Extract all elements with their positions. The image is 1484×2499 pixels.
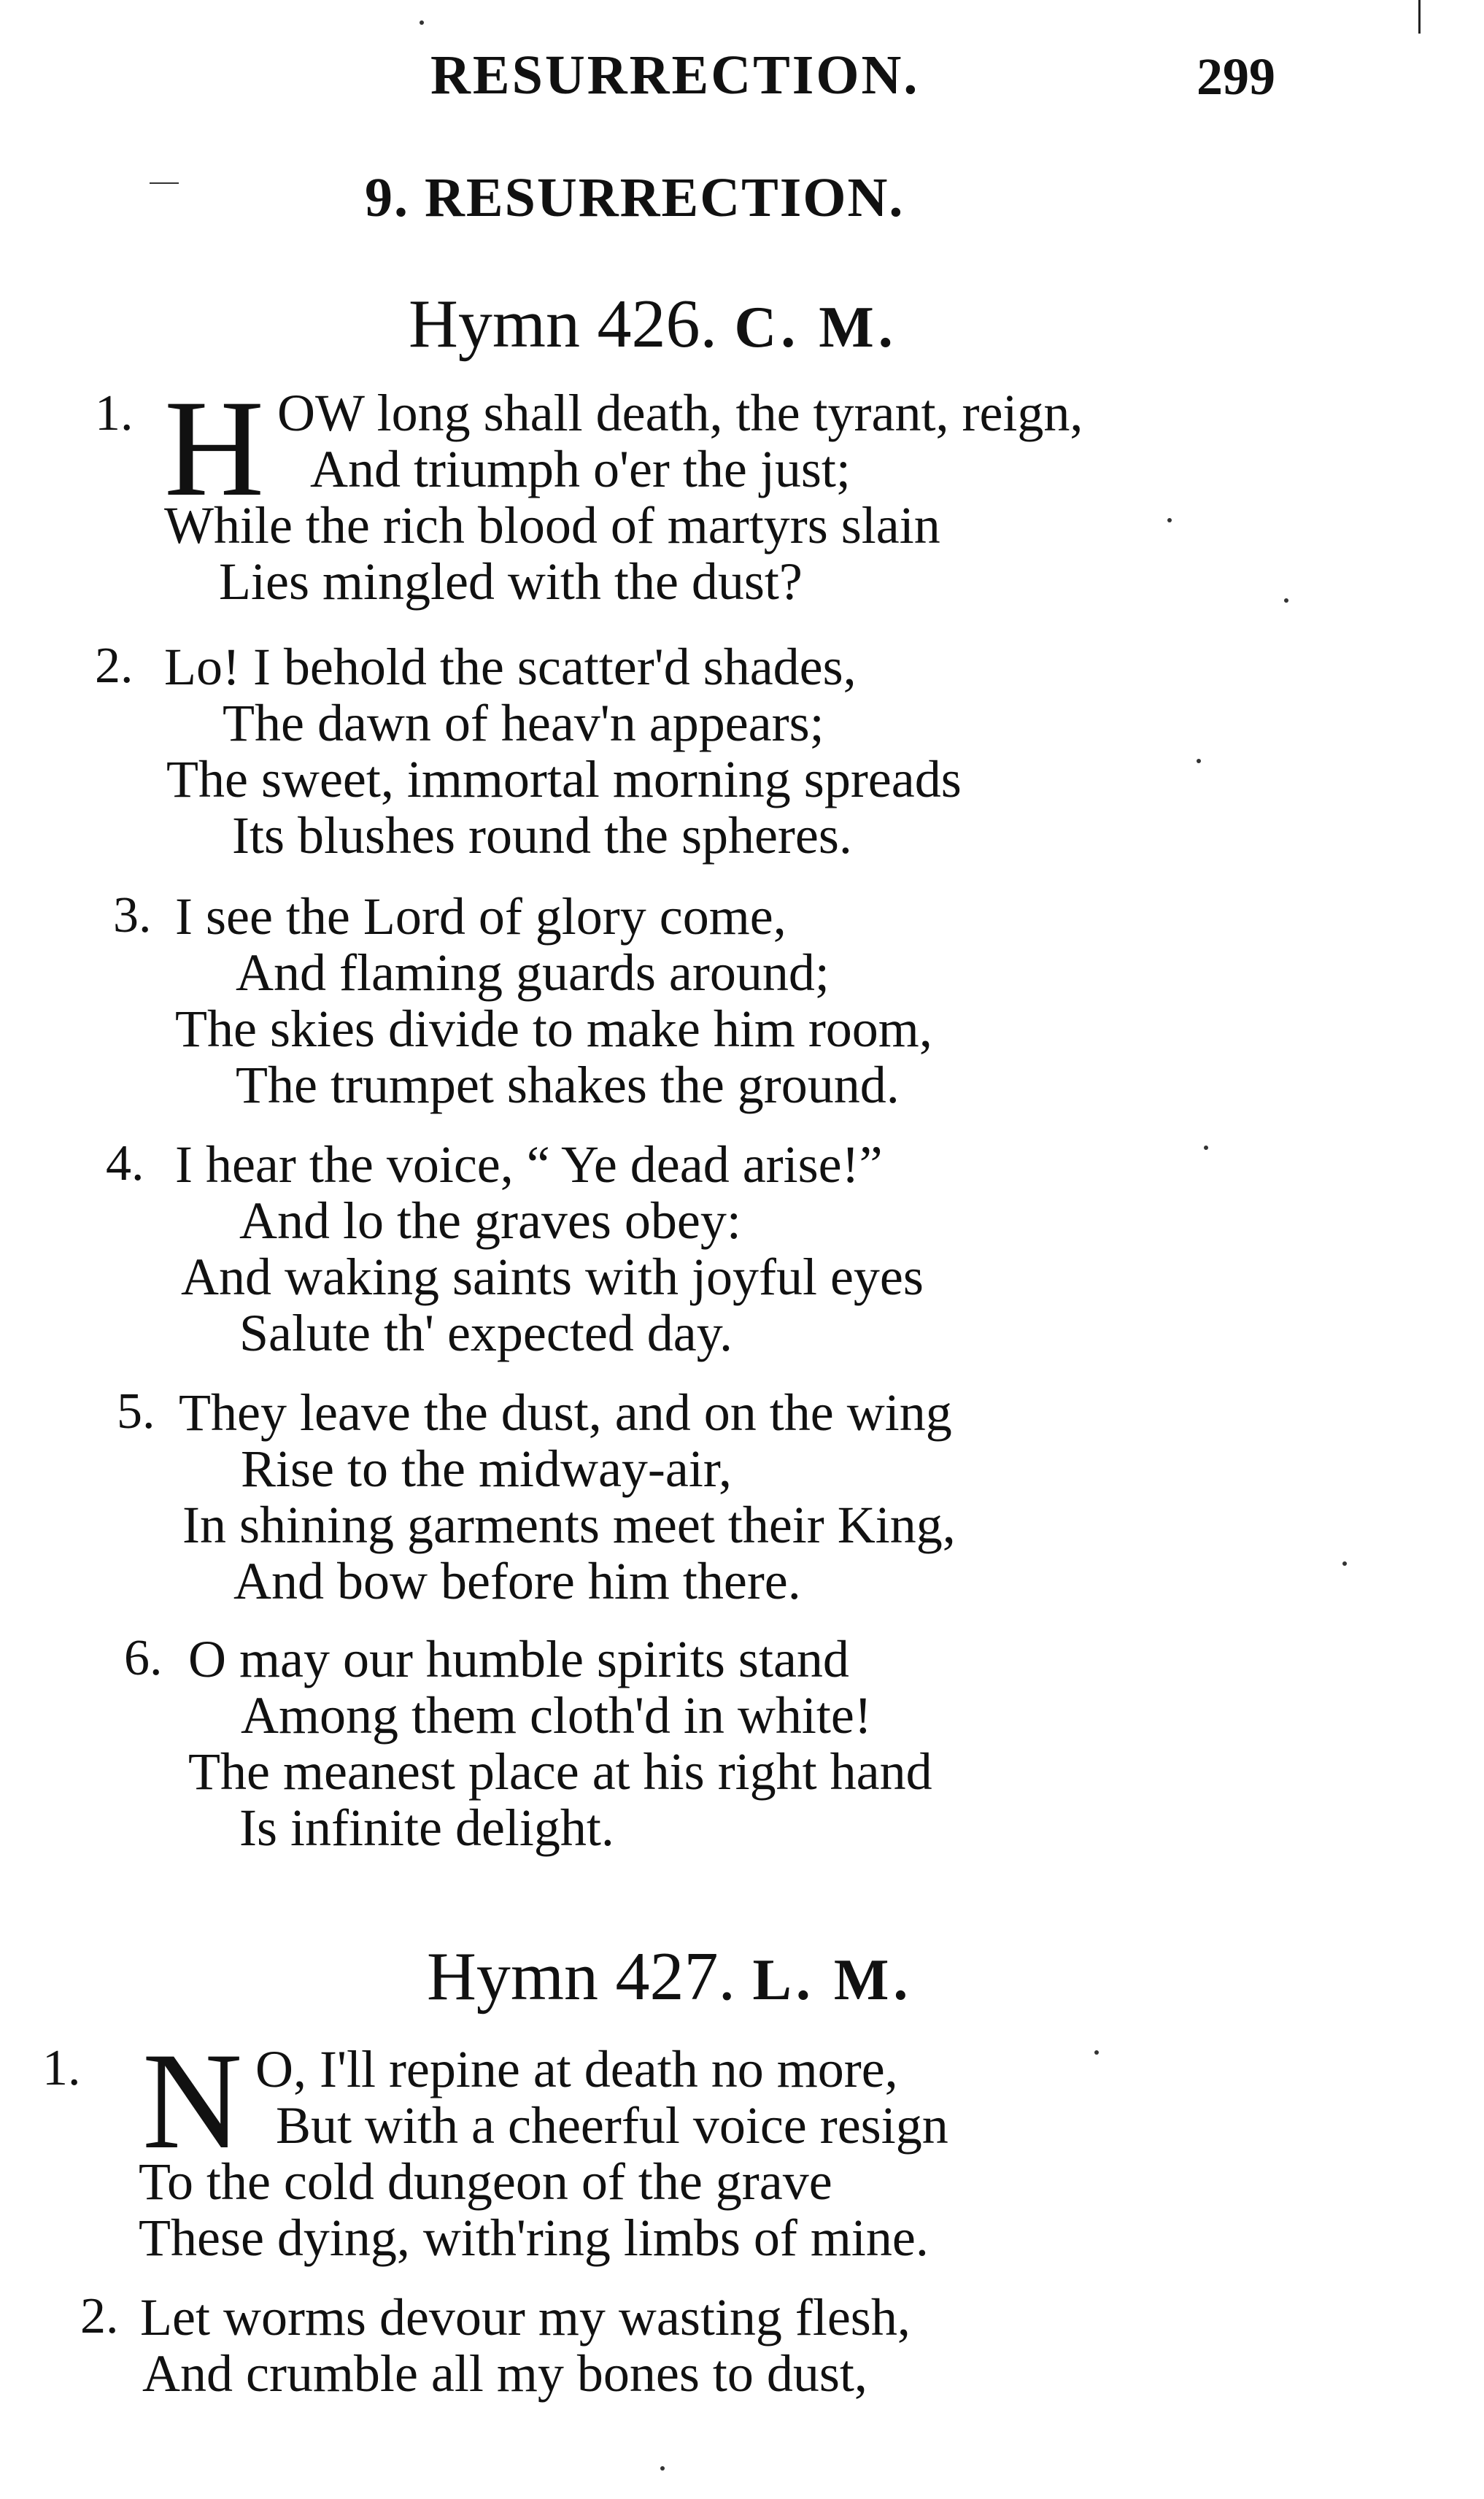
verse-line: OW long shall death, the tyrant, reign, xyxy=(277,384,1083,442)
drop-cap: N xyxy=(142,2025,243,2178)
stanza-number: 1. xyxy=(95,385,134,441)
stanza-number: 2. xyxy=(80,2288,119,2344)
verse-line: And waking saints with joyful eyes xyxy=(181,1248,924,1306)
verse-line: And bow before him there. xyxy=(233,1552,801,1610)
drop-cap: H xyxy=(164,372,265,525)
stanza-number: 2. xyxy=(95,638,134,694)
verse-line: Is infinite delight. xyxy=(239,1799,614,1857)
stanza-number: 4. xyxy=(106,1135,144,1191)
scan-speck xyxy=(1204,1146,1208,1150)
running-head: RESURRECTION. xyxy=(430,45,920,106)
scan-speck xyxy=(1167,518,1172,522)
stanza-number: 5. xyxy=(117,1383,155,1440)
verse-line: The trumpet shakes the ground. xyxy=(236,1056,900,1114)
verse-line: And lo the graves obey: xyxy=(239,1191,741,1250)
page-edge-mark xyxy=(1418,0,1421,34)
verse-line: Let worms devour my wasting flesh, xyxy=(140,2288,911,2347)
verse-line: The skies divide to make him room, xyxy=(175,1000,932,1058)
verse-line: They leave the dust, and on the wing xyxy=(179,1383,952,1442)
verse-line: I hear the voice, “ Ye dead arise!” xyxy=(175,1135,883,1194)
hymn-426-meter: C. M. xyxy=(734,296,897,360)
verse-line: Lo! I behold the scatter'd shades, xyxy=(164,638,857,696)
verse-line: Rise to the midway-air, xyxy=(241,1440,732,1498)
scan-speck xyxy=(660,2466,665,2471)
verse-line: The sweet, immortal morning spreads xyxy=(166,750,962,808)
scan-speck xyxy=(1342,1561,1347,1566)
verse-line: And flaming guards around; xyxy=(236,943,830,1002)
scan-speck xyxy=(1197,759,1201,763)
verse-line: To the cold dungeon of the grave xyxy=(139,2152,832,2211)
stanza-number: 6. xyxy=(124,1630,163,1686)
scan-speck xyxy=(1284,598,1288,603)
verse-line: Among them cloth'd in white! xyxy=(241,1686,872,1745)
scan-speck xyxy=(1094,2050,1099,2055)
verse-line: O may our humble spirits stand xyxy=(188,1630,849,1688)
verse-line: These dying, with'ring limbs of mine. xyxy=(139,2209,929,2267)
hymn-427-meter: L. M. xyxy=(752,1948,913,2012)
stanza-number: 3. xyxy=(113,887,152,943)
verse-line: Lies mingled with the dust? xyxy=(219,552,803,611)
hymn-426-title xyxy=(409,285,897,363)
verse-line: While the rich blood of martyrs slain xyxy=(164,496,940,555)
verse-line: And triumph o'er the just; xyxy=(310,440,851,498)
verse-line: I see the Lord of glory come, xyxy=(175,887,787,946)
hymn-427-title xyxy=(427,1937,912,2016)
stanza-number: 1. xyxy=(42,2040,81,2096)
verse-line: But with a cheerful voice resign xyxy=(276,2096,948,2155)
section-heading: 9. RESURRECTION. xyxy=(365,167,905,228)
verse-line: The meanest place at his right hand xyxy=(188,1742,932,1801)
verse-line: And crumble all my bones to dust, xyxy=(142,2344,867,2403)
verse-line: Its blushes round the spheres. xyxy=(232,806,852,865)
scan-speck xyxy=(420,20,424,25)
hymn-427-number: Hymn 427. xyxy=(427,1939,735,2015)
page-number: 299 xyxy=(1197,47,1275,106)
verse-line: O, I'll repine at death no more, xyxy=(255,2040,898,2098)
verse-line: Salute th' expected day. xyxy=(239,1304,733,1362)
verse-line: In shining garments meet their King, xyxy=(182,1496,956,1554)
verse-line: The dawn of heav'n appears; xyxy=(223,694,824,752)
scan-speck xyxy=(150,182,179,184)
hymn-426-number: Hymn 426. xyxy=(409,286,717,362)
